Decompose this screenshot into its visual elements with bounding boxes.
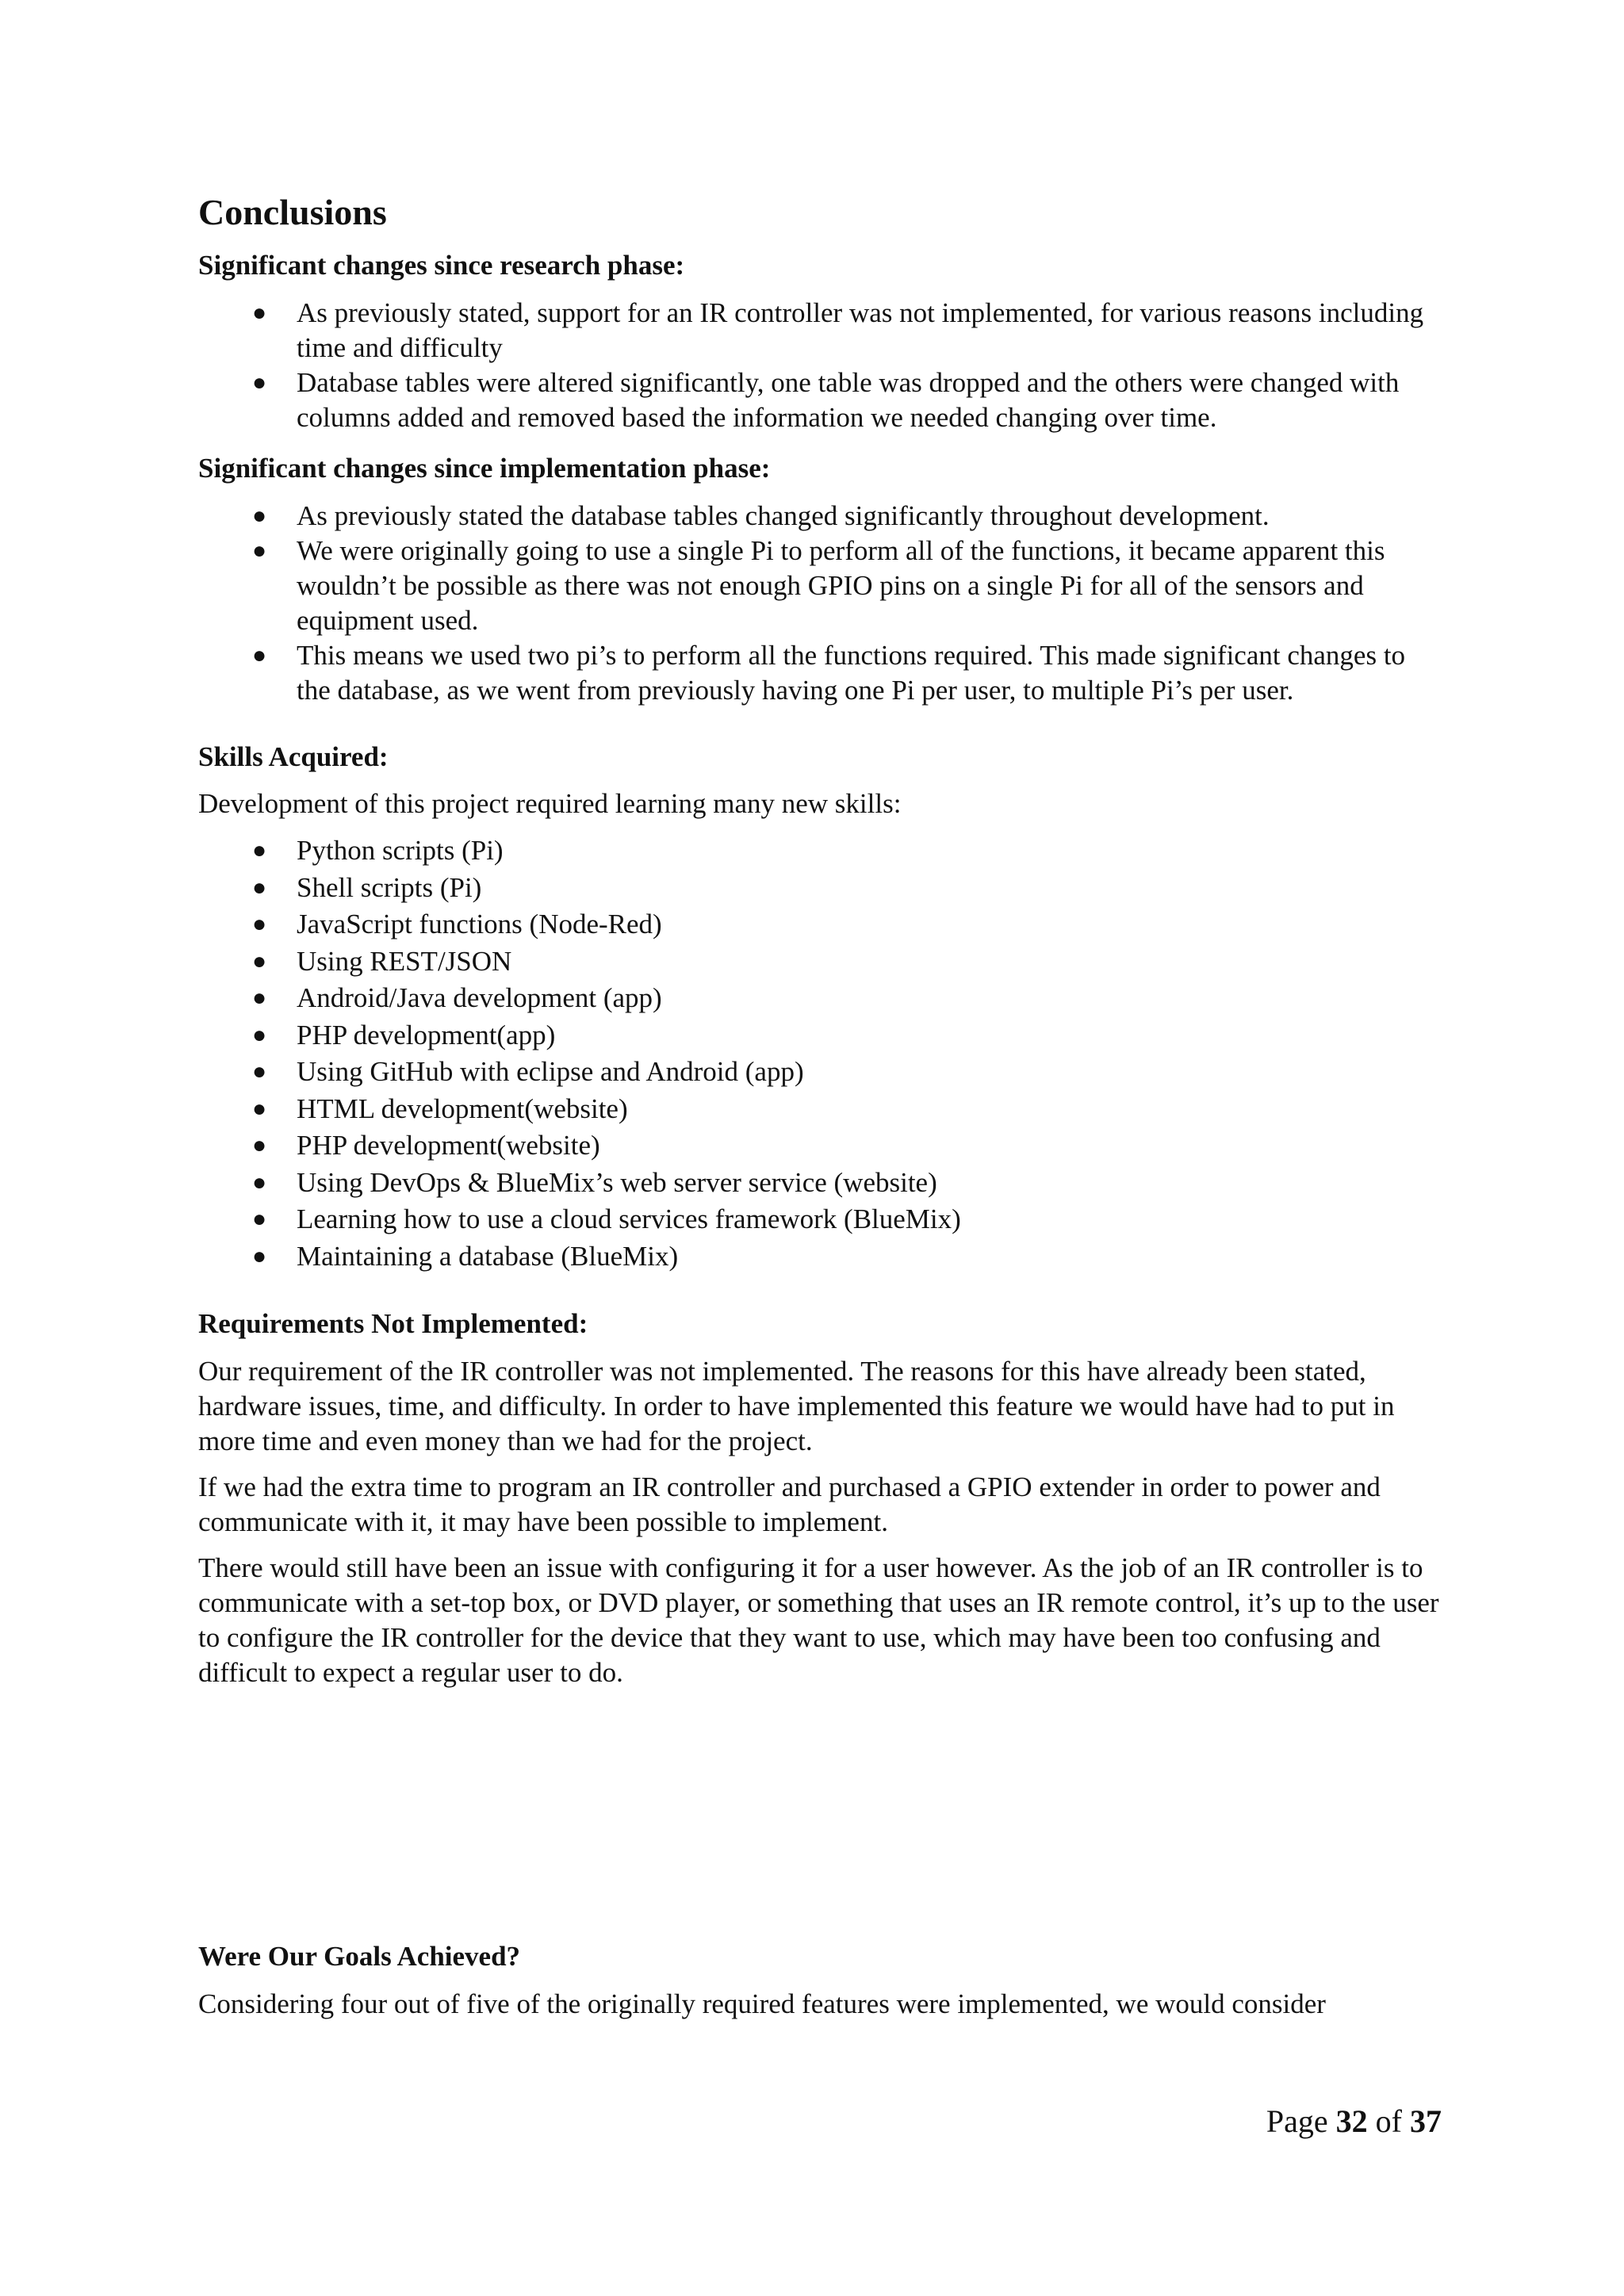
goals-text: Considering four out of five of the originally required features were implemented, we would consider: [198, 1988, 1326, 2019]
goals-heading: Were Our Goals Achieved?: [198, 1941, 521, 1973]
requirements-paragraph-2: If we had the extra time to program an IR controller and purchased a GPIO extender in order to power and communicate with it, it may have been possible to implement.: [198, 1471, 1381, 1538]
list-item: ● Android/Java development (app): [198, 980, 1443, 1017]
list-item: ● As previously stated, support for an IR controller was not implemented, for various reasons including time and difficulty: [252, 297, 1424, 363]
bullet-icon: ●: [252, 911, 267, 938]
page-number: [1266, 2103, 1442, 2140]
skills-intro: Development of this project required learning many new skills:: [198, 788, 902, 820]
bullet-icon: ●: [252, 1242, 267, 1269]
list-item: ● PHP development(app): [198, 1017, 1443, 1054]
bullet-icon: ●: [252, 1095, 267, 1122]
total-page-number: 37: [1410, 2103, 1442, 2139]
list-item: ● JavaScript functions (Node-Red): [198, 906, 1443, 943]
current-page-number: 32: [1335, 2103, 1368, 2139]
list-item: ● Maintaining a database (BlueMix): [198, 1238, 1443, 1276]
list-item: ● We were originally going to use a single Pi to perform all of the functions, it became apparent this wouldn’t be possible as there was not enough GPIO pins on a single Pi for all of the sensors and equipment used.: [252, 534, 1385, 636]
skills-heading: Skills Acquired:: [198, 740, 389, 772]
page-title: Conclusions: [198, 192, 387, 232]
of-word: of: [1375, 2103, 1402, 2139]
list-item: ● Using REST/JSON: [198, 943, 1443, 981]
bullet-icon: ●: [252, 985, 267, 1012]
list-item: ● Learning how to use a cloud services framework (BlueMix): [198, 1201, 1443, 1238]
bullet-icon: ●: [252, 502, 267, 529]
list-item: ● Using GitHub with eclipse and Android (app): [198, 1054, 1443, 1091]
skills-list: [198, 832, 1443, 1275]
list-item: ● Using DevOps & BlueMix’s web server service (website): [198, 1165, 1443, 1202]
implementation-phase-list: [198, 499, 1443, 708]
list-item: ● HTML development(website): [198, 1091, 1443, 1128]
bullet-icon: ●: [252, 369, 267, 396]
bullet-icon: ●: [252, 299, 267, 326]
bullet-icon: ●: [252, 1206, 267, 1233]
implementation-phase-heading: Significant changes since implementation phase:: [198, 452, 771, 484]
bullet-icon: ●: [252, 837, 267, 864]
bullet-icon: ●: [252, 1021, 267, 1048]
list-item: ● Python scripts (Pi): [198, 832, 1443, 870]
bullet-icon: ●: [252, 874, 267, 901]
page-word: Page: [1266, 2103, 1328, 2139]
bullet-icon: ●: [252, 947, 267, 974]
bullet-icon: ●: [252, 1169, 267, 1196]
research-phase-heading: Significant changes since research phase:: [198, 250, 685, 281]
document-page: [198, 190, 1443, 2033]
requirements-paragraph-1: Our requirement of the IR controller was not implemented. The reasons for this have already been stated, hardware issues, time, and difficulty. In order to have implemented this feature we would have had to put in more time and even money than we had for the project.: [198, 1356, 1395, 1457]
bullet-icon: ●: [252, 1058, 267, 1085]
bullet-icon: ●: [252, 1132, 267, 1159]
research-phase-list: [198, 296, 1443, 435]
list-item: ● PHP development(website): [198, 1127, 1443, 1165]
bullet-icon: ●: [252, 641, 267, 668]
bullet-icon: ●: [252, 537, 267, 564]
list-item: ● As previously stated the database tables changed significantly throughout development.: [198, 499, 1443, 534]
list-item: ● This means we used two pi’s to perform all the functions required. This made significant changes to the database, as we went from previously having one Pi per user, to multiple Pi’s per user.: [252, 639, 1406, 706]
requirements-paragraph-3: There would still have been an issue with configuring it for a user however. As the job of an IR controller is to communicate with a set-top box, or DVD player, or something that uses an IR remote control, it’s up to the user to configure the IR controller for the device that they want to use, which may have been too confusing and difficult to expect a regular user to do.: [198, 1552, 1439, 1689]
requirements-heading: Requirements Not Implemented:: [198, 1308, 588, 1340]
list-item: ● Shell scripts (Pi): [198, 870, 1443, 907]
list-item: ● Database tables were altered significantly, one table was dropped and the others were changed with columns added and removed based the information we needed changing over time.: [252, 366, 1400, 433]
